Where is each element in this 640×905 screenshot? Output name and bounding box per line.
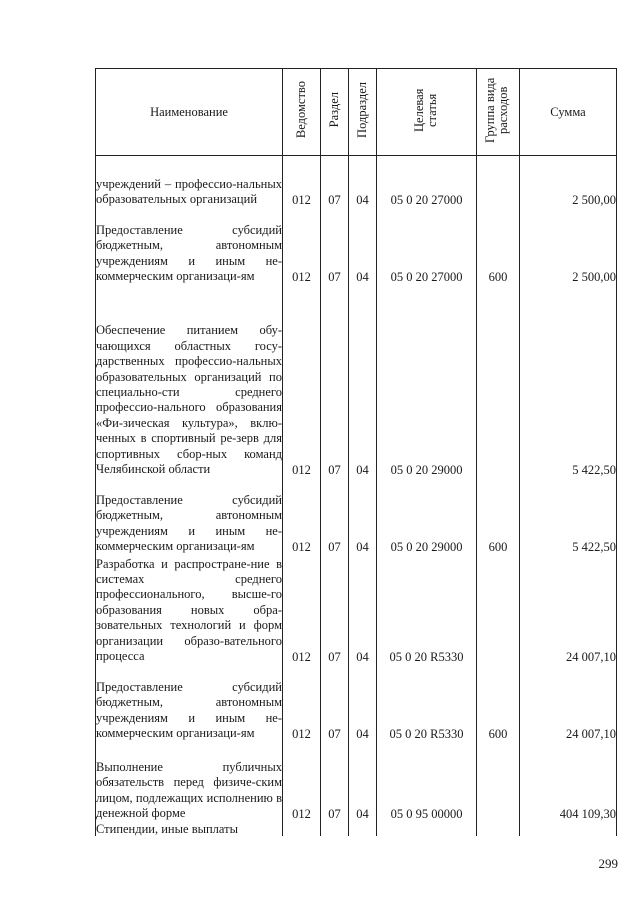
row-section: 07 xyxy=(321,478,349,555)
row-expense-group: 600 xyxy=(477,665,520,742)
header-target-item: Целевая статья xyxy=(377,69,477,156)
header-section: Раздел xyxy=(321,69,349,156)
row-expense-group xyxy=(477,285,520,478)
row-subsection: 04 xyxy=(349,555,377,665)
row-amount: 5 422,50 xyxy=(520,285,617,478)
row-name: Выполнение публичных обязательств перед физиче-ским лицом, подлежащих исполнению в денежной форме xyxy=(96,742,283,822)
row-subsection: 04 xyxy=(349,285,377,478)
row-target-item xyxy=(377,822,477,836)
row-name: Обеспечение питанием обу-чающихся областных госу-дарственных профессио-нальных образовательных организаций по специально-сти среднего профессио-нального образования «Фи-зическая культура», вклю-ченных в спортивный ре-зерв для спортивных сбор-ных команд Челябинской области xyxy=(96,285,283,478)
row-target-item: 05 0 20 29000 xyxy=(377,478,477,555)
row-target-item: 05 0 20 27000 xyxy=(377,156,477,208)
row-section: 07 xyxy=(321,156,349,208)
row-department: 012 xyxy=(283,742,321,822)
row-amount: 2 500,00 xyxy=(520,208,617,285)
row-expense-group xyxy=(477,555,520,665)
row-department xyxy=(283,822,321,836)
header-name: Наименование xyxy=(96,69,283,156)
row-subsection: 04 xyxy=(349,208,377,285)
row-amount: 2 500,00 xyxy=(520,156,617,208)
header-amount: Сумма xyxy=(520,69,617,156)
row-amount: 5 422,50 xyxy=(520,478,617,555)
table-row xyxy=(96,742,617,822)
table-row xyxy=(96,822,617,836)
row-subsection: 04 xyxy=(349,742,377,822)
header-expense-group: Группа вида расходов xyxy=(477,69,520,156)
row-department: 012 xyxy=(283,285,321,478)
row-section xyxy=(321,822,349,836)
page-number: 299 xyxy=(598,856,618,871)
row-section: 07 xyxy=(321,665,349,742)
row-subsection: 04 xyxy=(349,156,377,208)
row-expense-group: 600 xyxy=(477,478,520,555)
row-target-item: 05 0 20 R5330 xyxy=(377,555,477,665)
row-subsection: 04 xyxy=(349,665,377,742)
row-name: Стипендии, иные выплаты xyxy=(96,822,283,836)
table-row xyxy=(96,555,617,665)
row-section: 07 xyxy=(321,555,349,665)
row-name: Предоставление субсидий бюджетным, автономным учреждениям и иным не-коммерческим организаци-ям xyxy=(96,208,283,285)
table-row xyxy=(96,285,617,478)
row-name: Предоставление субсидий бюджетным, автономным учреждениям и иным не-коммерческим организаци-ям xyxy=(96,665,283,742)
row-expense-group xyxy=(477,822,520,836)
header-department: Ведомство xyxy=(283,69,321,156)
row-name: учреждений – профессио-нальных образовательных организаций xyxy=(96,156,283,208)
row-name: Предоставление субсидий бюджетным, автономным учреждениям и иным не-коммерческим организаци-ям xyxy=(96,478,283,555)
row-amount: 24 007,10 xyxy=(520,665,617,742)
budget-table xyxy=(95,68,617,836)
table-row xyxy=(96,208,617,285)
table-header-row xyxy=(96,69,617,156)
row-name: Разработка и распростране-ние в системах среднего профессионального, высше-го образования новых обра-зовательных технологий и форм организации образо-вательного процесса xyxy=(96,555,283,665)
row-target-item: 05 0 95 00000 xyxy=(377,742,477,822)
row-department: 012 xyxy=(283,555,321,665)
row-expense-group: 600 xyxy=(477,208,520,285)
row-amount: 404 109,30 xyxy=(520,742,617,822)
header-subsection: Подраздел xyxy=(349,69,377,156)
row-target-item: 05 0 20 R5330 xyxy=(377,665,477,742)
row-expense-group xyxy=(477,742,520,822)
row-section: 07 xyxy=(321,742,349,822)
row-amount: 24 007,10 xyxy=(520,555,617,665)
row-department: 012 xyxy=(283,478,321,555)
row-expense-group xyxy=(477,156,520,208)
row-target-item: 05 0 20 29000 xyxy=(377,285,477,478)
row-amount xyxy=(520,822,617,836)
row-target-item: 05 0 20 27000 xyxy=(377,208,477,285)
row-section: 07 xyxy=(321,285,349,478)
table-row xyxy=(96,478,617,555)
row-department: 012 xyxy=(283,156,321,208)
row-department: 012 xyxy=(283,665,321,742)
row-department: 012 xyxy=(283,208,321,285)
table-row xyxy=(96,156,617,208)
table-row xyxy=(96,665,617,742)
row-subsection xyxy=(349,822,377,836)
row-subsection: 04 xyxy=(349,478,377,555)
row-section: 07 xyxy=(321,208,349,285)
